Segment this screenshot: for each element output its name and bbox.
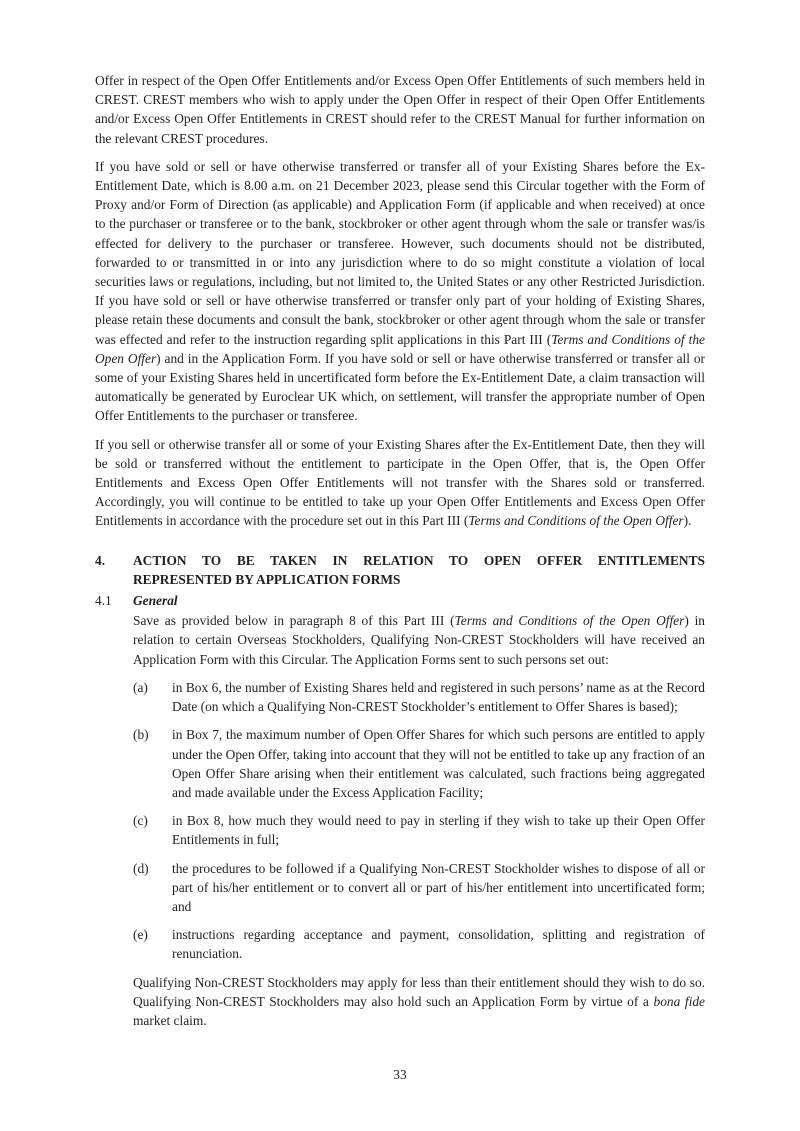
list-item-label: (a) — [133, 679, 148, 695]
list-item-text: in Box 7, the maximum number of Open Offer Shares for which such persons are entitled to apply under the Open Offer, taking into account that they will not be entitled to take up any fraction of an Open Offer Share arising when their entitlement was calculated, such fractions being aggregated and made available under the Excess Application Facility; — [172, 727, 705, 800]
section-title-line-2: REPRESENTED BY APPLICATION FORMS — [133, 571, 401, 587]
list-item-text: in Box 8, how much they would need to pay in sterling if they wish to take up their Open Offer Entitlements in full; — [172, 813, 705, 848]
italic-reference: Terms and Conditions of the Open Offer — [468, 513, 684, 529]
list-item-label: (d) — [133, 860, 149, 876]
section-title-line-1: ACTION TO BE TAKEN IN RELATION TO OPEN OFFER ENTITLEMENTS — [133, 552, 705, 568]
paragraph-text: If you have sold or sell or have otherwise transferred or transfer all of your Existing Shares before the Ex-Entitlement Date, which is 8.00 a.m. on 21 December 2023, please send this Circular together with the Form of Proxy and/or Form of Direction (as applicable) and Application Form (if applicable and when received) at once to the purchaser or transferee or to the bank, stockbroker or other agent through whom the sale or transfer was/is effected for delivery to the purchaser or transferee. However, such documents should not be distributed, forwarded to or transmitted in or into any jurisdiction where to do so might constitute a violation of local securities laws or regulations, including, but not limited to, the United States or any other Restricted Jurisdiction. If you have sold or sell or have otherwise transferred or transfer only part of your holding of Existing Shares, please retain these documents and consult the bank, stockbroker or other agent through whom the sale or transfer was effected and refer to the instruction regarding split applications in this Part III ( — [95, 158, 705, 347]
list-item-text: in Box 6, the number of Existing Shares held and registered in such persons’ name as at the Record Date (on which a Qualifying Non-CREST Stockholder’s entitlement to Offer Shares is based); — [172, 679, 705, 715]
paragraph-text: Qualifying Non-CREST Stockholders may apply for less than their entitlement should they wish to do so. Qualifying Non-CREST Stockholders may also hold such an Application Form by virtue of a — [133, 974, 705, 1009]
subsection-title: General — [133, 593, 178, 609]
italic-reference: Terms and Conditions of the Open Offer — [454, 613, 685, 629]
paragraph-text: ) and in the Application Form. If you have sold or sell or have otherwise transferred or transfer all or some of your Existing Shares held in uncertificated form before the Ex-Entitlement Date, a claim transaction will automatically be generated by Euroclear UK which, on settlement, will transfer the appropriate number of Open Offer Entitlements to the purchaser or transferee. — [95, 350, 705, 424]
section-number: 4. — [95, 552, 106, 568]
paragraph-text: Save as provided below in paragraph 8 of this Part III ( — [133, 613, 455, 629]
section-4-heading — [95, 551, 705, 589]
subsection-intro — [133, 611, 705, 669]
list-item-text: the procedures to be followed if a Qualifying Non-CREST Stockholder wishes to dispose of all or part of his/her entitlement or to convert all or part of his/her entitlement into uncertificated form; and — [172, 860, 705, 914]
paragraph-text: ). — [683, 513, 692, 529]
list-item-text: instructions regarding acceptance and payment, consolidation, splitting and registration of renunciation. — [172, 927, 705, 962]
list-item-label: (b) — [133, 727, 149, 743]
subsection-closing — [133, 973, 705, 1031]
document-page — [95, 71, 705, 1039]
list-item-d — [133, 859, 705, 917]
section-title — [133, 551, 705, 589]
list-item-label: (c) — [133, 813, 148, 829]
paragraph-text: ) in relation to certain Overseas Stockholders, Qualifying Non-CREST Stockholders will have received an Application Form with this Circular. The Application Forms sent to such persons set out: — [133, 613, 705, 667]
paragraph-text: market claim. — [133, 1012, 207, 1028]
paragraph-crest-members: Offer in respect of the Open Offer Entitlements and/or Excess Open Offer Entitlements of such members held in CREST. CREST members who wish to apply under the Open Offer in respect of their Open Offer Entitlements and/or Excess Open Offer Entitlements in CREST should refer to the CREST Manual for further information on the relevant CREST procedures. — [95, 73, 705, 146]
list-item-e — [133, 925, 705, 963]
list-item-c — [133, 811, 705, 849]
italic-term: bona fide — [653, 993, 705, 1009]
list-item-b — [133, 725, 705, 802]
paragraph-sold-after-ex-entitlement — [95, 435, 705, 531]
subsection-4-1-heading — [95, 591, 705, 610]
italic-reference: Terms and Conditions of the Open Offer — [95, 331, 705, 366]
page-number: 33 — [393, 1067, 407, 1082]
list-item-a — [133, 678, 705, 716]
paragraph-text: If you sell or otherwise transfer all or some of your Existing Shares after the Ex-Entitlement Date, then they will be sold or transferred without the entitlement to participate in the Open Offer, that is, the Open Offer Entitlements and Excess Open Offer Entitlements will not transfer with the Shares sold or transferred. Accordingly, you will continue to be entitled to take up your Open Offer Entitlements and Excess Open Offer Entitlements in accordance with the procedure set out in this Part III ( — [95, 436, 705, 529]
subsection-number: 4.1 — [95, 593, 112, 609]
list-item-label: (e) — [133, 927, 148, 943]
paragraph-sold-before-ex-entitlement — [95, 157, 705, 426]
